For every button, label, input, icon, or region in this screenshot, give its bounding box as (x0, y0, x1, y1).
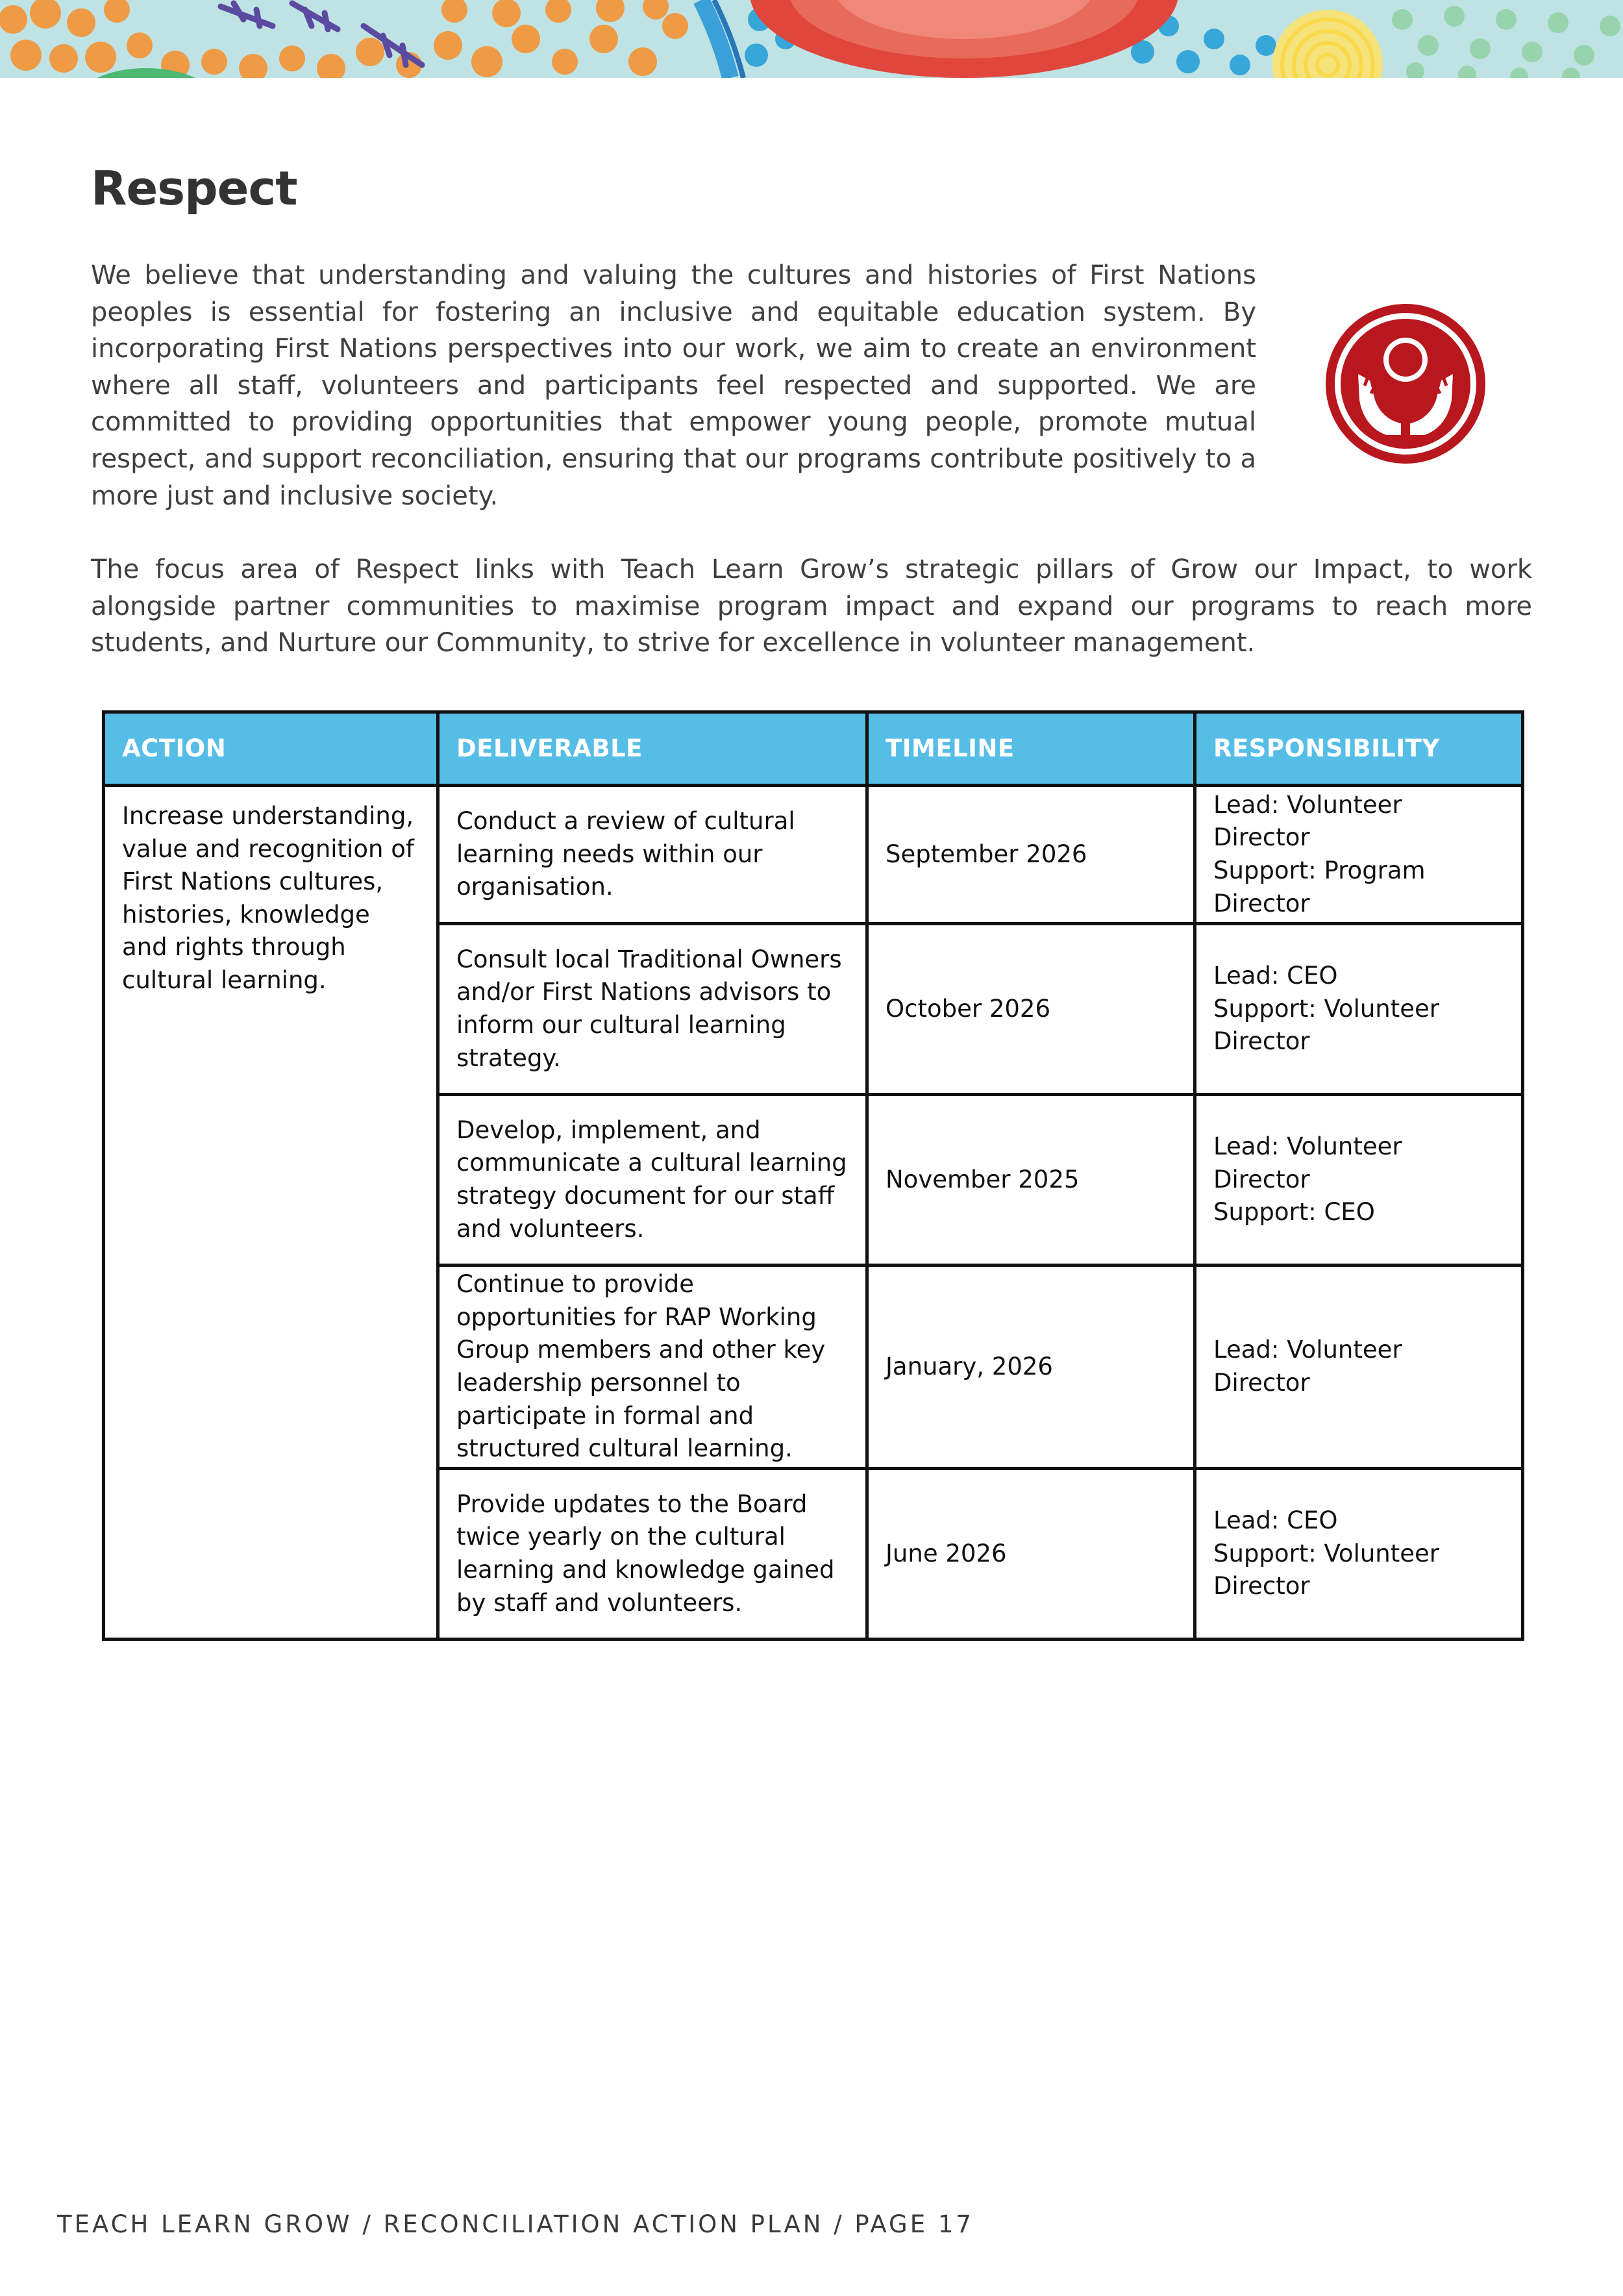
header-deliverable: DELIVERABLE (438, 712, 867, 786)
action-plan-table (102, 710, 1524, 1641)
table-header-row (104, 712, 1523, 786)
timeline-cell: June 2026 (867, 1469, 1195, 1640)
hands-holding-person-icon (1324, 303, 1487, 465)
responsibility-cell: Lead: Volunteer Director (1195, 1266, 1523, 1469)
page-footer: TEACH LEARN GROW / RECONCILIATION ACTION PLAN / PAGE 17 (57, 2210, 974, 2238)
deliverable-cell: Conduct a review of cultural learning needs within our organisation. (438, 786, 867, 924)
timeline-cell: October 2026 (867, 924, 1195, 1095)
focus-paragraph: The focus area of Respect links with Teach Learn Grow’s strategic pillars of Grow our Impact, to work alongside partner communities to maximise program impact and expand our programs to reach more students, and Nurture our Community, to strive for excellence in volunteer management. (91, 555, 1532, 658)
deliverable-cell: Continue to provide opportunities for RAP Working Group members and other key leadership personnel to participate in formal and structured cultural learning. (438, 1266, 867, 1469)
deliverable-cell: Develop, implement, and communicate a cultural learning strategy document for our staff and volunteers. (438, 1095, 867, 1266)
header-action: ACTION (104, 712, 438, 786)
responsibility-cell: Lead: CEO Support: Volunteer Director (1195, 924, 1523, 1095)
header-responsibility: RESPONSIBILITY (1195, 712, 1523, 786)
responsibility-cell: Lead: CEO Support: Volunteer Director (1195, 1469, 1523, 1640)
deliverable-cell: Consult local Traditional Owners and/or First Nations advisors to inform our cultural learning strategy. (438, 924, 867, 1095)
action-cell: Increase understanding, value and recognition of First Nations cultures, histories, knowledge and rights through cultural learning. (104, 786, 438, 1640)
responsibility-cell: Lead: Volunteer Director Support: CEO (1195, 1095, 1523, 1266)
table-row (104, 786, 1523, 924)
header-timeline: TIMELINE (867, 712, 1195, 786)
responsibility-cell: Lead: Volunteer Director Support: Program Director (1195, 786, 1523, 924)
page-title: Respect (91, 161, 297, 216)
timeline-cell: November 2025 (867, 1095, 1195, 1266)
timeline-cell: September 2026 (867, 786, 1195, 924)
decorative-banner (0, 0, 1623, 78)
deliverable-cell: Provide updates to the Board twice yearly on the cultural learning and knowledge gained by staff and volunteers. (438, 1469, 867, 1640)
respect-logo (1324, 303, 1487, 465)
timeline-cell: January, 2026 (867, 1266, 1195, 1469)
dot-painting-artwork (0, 0, 1623, 78)
intro-paragraph: We believe that understanding and valuing the cultures and histories of First Nations peoples is essential for fostering an inclusive and equitable education system. By incorporating First Nations perspectives into our work, we aim to create an environment where all staff, volunteers and participants feel respected and supported. We are committed to providing opportunities that empower young people, promote mutual respect, and support reconciliation, ensuring that our programs contribute positively to a more just and inclusive society. (91, 260, 1256, 511)
